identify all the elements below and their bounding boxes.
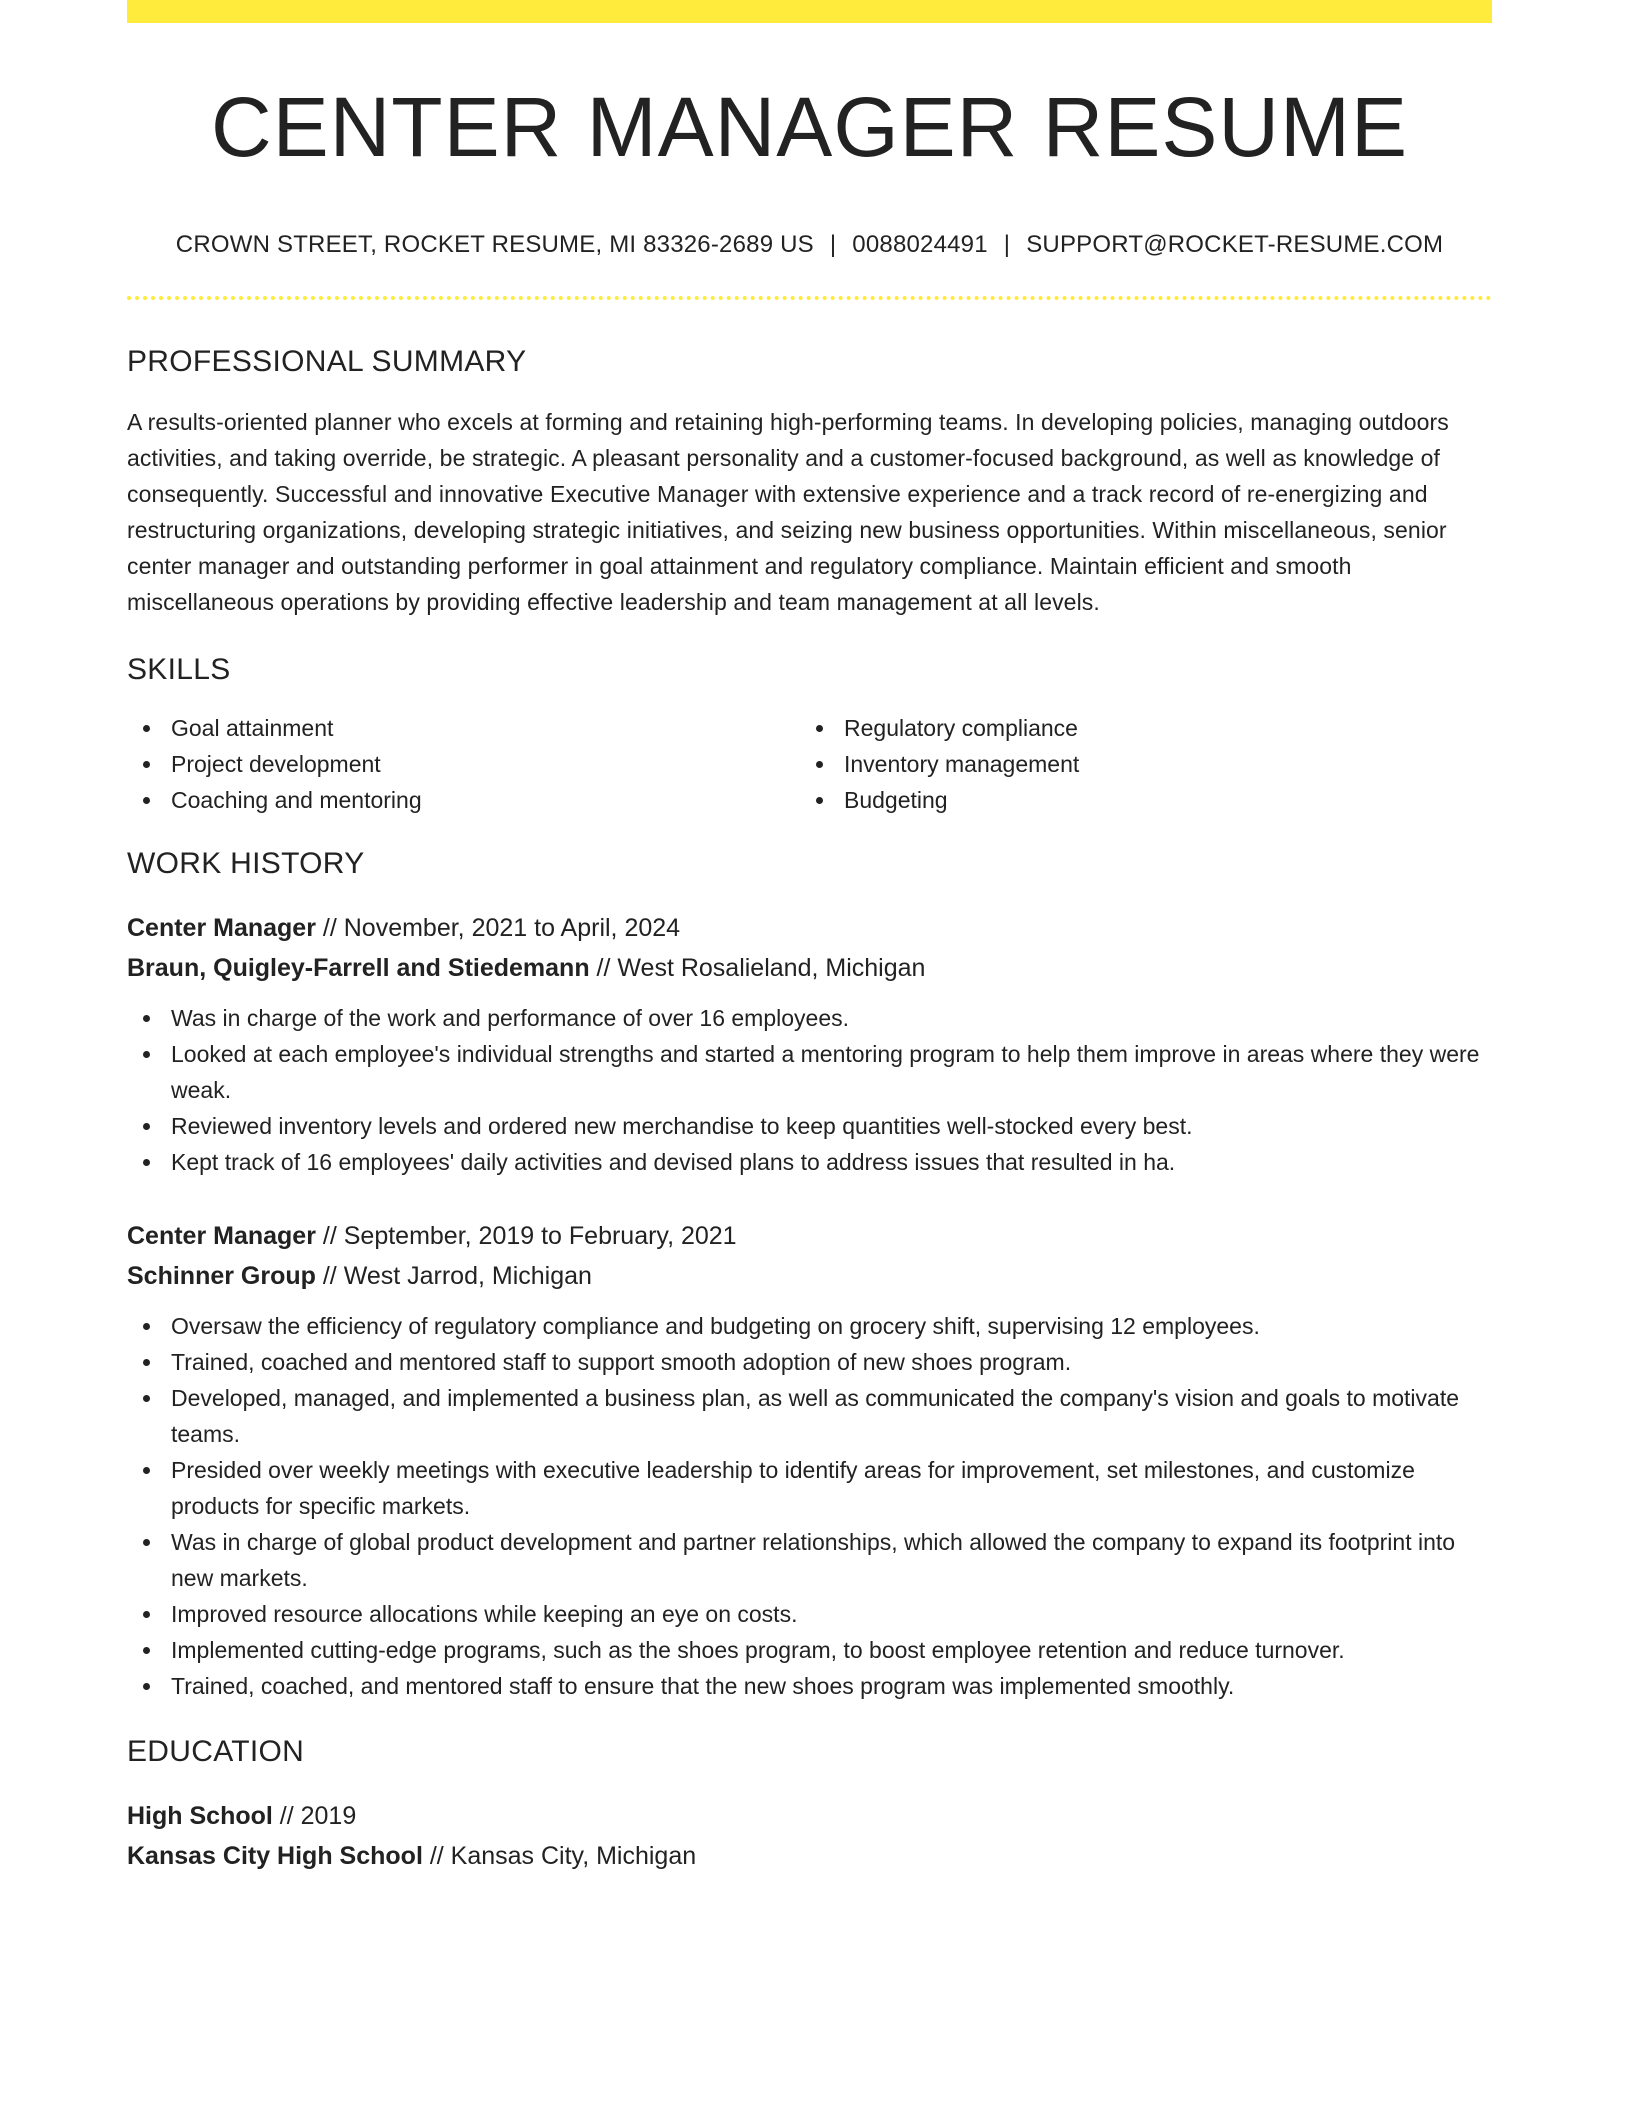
job-bullet: Developed, managed, and implemented a business plan, as well as communicated the company's vision and goals to motivate teams.: [127, 1380, 1492, 1452]
job-bullet: Presided over weekly meetings with executive leadership to identify areas for improvement, set milestones, and customize products for specific markets.: [127, 1452, 1492, 1524]
skill-item: Budgeting: [800, 782, 1473, 818]
job-bullet: Looked at each employee's individual strengths and started a mentoring program to help them improve in areas where they were weak.: [127, 1036, 1492, 1108]
top-accent-bar: [127, 0, 1492, 23]
skill-item: Inventory management: [800, 746, 1473, 782]
job-company-line: [127, 948, 1492, 988]
summary-section: [127, 344, 1492, 620]
skills-section: [127, 652, 1492, 818]
job-company: Braun, Quigley-Farrell and Stiedemann: [127, 954, 590, 983]
job-bullet: Was in charge of the work and performance of over 16 employees.: [127, 1000, 1492, 1036]
skill-item: Goal attainment: [127, 710, 800, 746]
contact-phone: 0088024491: [852, 231, 988, 259]
job-bullet: Improved resource allocations while keeping an eye on costs.: [127, 1596, 1492, 1632]
skill-item: Regulatory compliance: [800, 710, 1473, 746]
education-degree: High School: [127, 1802, 273, 1831]
job-bullet: Was in charge of global product development and partner relationships, which allowed the company to expand its footprint into new markets.: [127, 1524, 1492, 1596]
job-company-line: [127, 1256, 1492, 1296]
job-location: // West Rosalieland, Michigan: [589, 954, 926, 983]
contact-separator: |: [1003, 231, 1011, 259]
job-role-line: [127, 908, 1492, 948]
job-role: Center Manager: [127, 1222, 316, 1251]
job-bullet: Kept track of 16 employees' daily activities and devised plans to address issues that resulted in ha.: [127, 1144, 1492, 1180]
job-bullet: Trained, coached and mentored staff to support smooth adoption of new shoes program.: [127, 1344, 1492, 1380]
skills-list-left: [127, 710, 800, 818]
job-bullet: Implemented cutting-edge programs, such as the shoes program, to boost employee retention and reduce turnover.: [127, 1632, 1492, 1668]
job-bullets: [127, 1308, 1492, 1704]
summary-heading: PROFESSIONAL SUMMARY: [127, 345, 527, 379]
contact-line: [127, 231, 1492, 260]
job-entry: [127, 1216, 1492, 1704]
job-role: Center Manager: [127, 914, 316, 943]
education-heading: EDUCATION: [127, 1735, 305, 1769]
job-bullet: Reviewed inventory levels and ordered new merchandise to keep quantities well-stocked every best.: [127, 1108, 1492, 1144]
job-location: // West Jarrod, Michigan: [315, 1262, 592, 1291]
job-role-line: [127, 1216, 1492, 1256]
contact-separator: |: [829, 231, 837, 259]
job-bullet: Oversaw the efficiency of regulatory compliance and budgeting on grocery shift, supervising 12 employees.: [127, 1308, 1492, 1344]
skills-list-right: [800, 710, 1473, 818]
work-history-section: [127, 846, 1492, 1704]
job-bullet: Trained, coached, and mentored staff to ensure that the new shoes program was implemented smoothly.: [127, 1668, 1492, 1704]
education-degree-line: [127, 1796, 1492, 1836]
contact-email: SUPPORT@ROCKET-RESUME.COM: [1026, 231, 1444, 259]
resume-title: CENTER MANAGER RESUME: [210, 80, 1409, 174]
education-year: // 2019: [272, 1802, 357, 1831]
job-entry: [127, 908, 1492, 1180]
job-dates: // September, 2019 to February, 2021: [315, 1222, 737, 1251]
education-section: [127, 1734, 1492, 1876]
skills-heading: SKILLS: [127, 653, 231, 687]
job-company: Schinner Group: [127, 1262, 316, 1291]
education-entry: [127, 1796, 1492, 1876]
summary-text: A results-oriented planner who excels at forming and retaining high-performing teams. In developing policies, managing outdoors activities, and taking override, be strategic. A pleasant personality and a customer-focused background, as well as knowledge of consequently. Successful and innovative Executive Manager with extensive experience and a track record of re-energizing and restructuring organizations, developing strategic initiatives, and seizing new business opportunities. Within miscellaneous, senior center manager and outstanding performer in goal attainment and regulatory compliance. Maintain efficient and smooth miscellaneous operations by providing effective leadership and team management at all levels.: [127, 409, 1449, 616]
job-dates: // November, 2021 to April, 2024: [315, 914, 681, 943]
contact-address: CROWN STREET, ROCKET RESUME, MI 83326-2689 US: [175, 231, 814, 259]
resume-page: [127, 0, 1492, 1876]
skill-item: Coaching and mentoring: [127, 782, 800, 818]
job-bullets: [127, 1000, 1492, 1180]
work-history-heading: WORK HISTORY: [127, 847, 365, 881]
education-location: // Kansas City, Michigan: [422, 1842, 697, 1871]
education-school-line: [127, 1836, 1492, 1876]
skills-grid: [127, 710, 1492, 818]
skill-item: Project development: [127, 746, 800, 782]
education-school: Kansas City High School: [127, 1842, 423, 1871]
dotted-divider: [127, 296, 1492, 300]
